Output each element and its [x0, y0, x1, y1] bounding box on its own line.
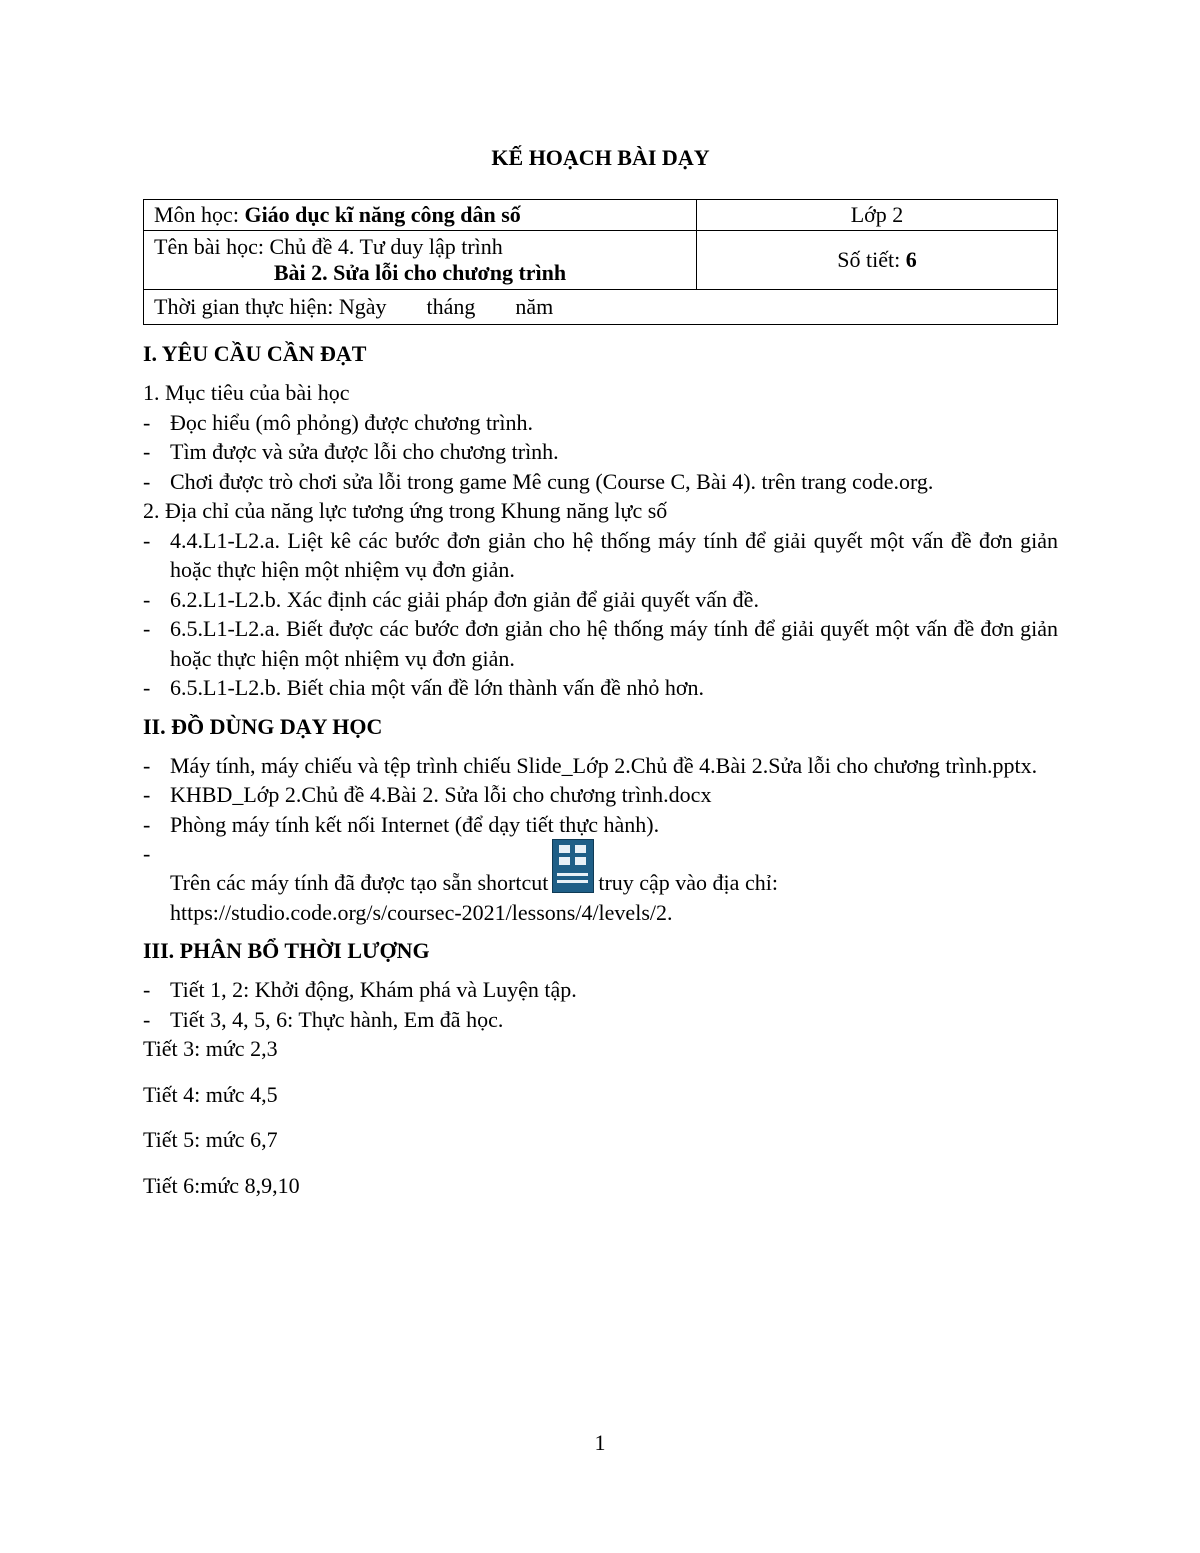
lesson-title: Bài 2. Sửa lỗi cho chương trình	[273, 260, 567, 285]
page-number: 1	[594, 1430, 606, 1455]
section-1-sub2: 2. Địa chỉ của năng lực tương ứng trong Khung năng lực số	[143, 498, 668, 523]
section-2-heading: II. ĐỒ DÙNG DẠY HỌC	[143, 713, 383, 739]
period-line: Tiết 5: mức 6,7	[143, 1127, 278, 1152]
shortcut-text: Trên các máy tính đã được tạo sẵn shortcut	[170, 870, 549, 895]
list-item: - Phòng máy tính kết nối Internet (để dạy tiết thực hành).	[143, 810, 1058, 840]
time-cell	[144, 290, 1058, 325]
time-label: Thời gian thực hiện: Ngày	[154, 294, 387, 319]
list-item: - Tiết 3, 4, 5, 6: Thực hành, Em đã học.	[143, 1005, 1058, 1035]
list-item: - 4.4.L1-L2.a. Liệt kê các bước đơn giản cho hệ thống máy tính để giải quyết một vấn đề đơn giản hoặc thực hiện một nhiệm vụ đơn giản.	[143, 526, 1058, 585]
table-row	[144, 231, 1058, 290]
table-row	[144, 200, 1058, 231]
list-item: - Chơi được trò chơi sửa lỗi trong game Mê cung (Course C, Bài 4). trên trang code.org.	[143, 467, 1058, 497]
time-allocation-list	[143, 975, 1058, 1034]
section-1-heading: I. YÊU CẦU CẦN ĐẠT	[143, 341, 367, 366]
lesson-cell	[144, 231, 697, 290]
grade-value: Lớp 2	[850, 202, 904, 227]
list-item: - Máy tính, máy chiếu và tệp trình chiếu Slide_Lớp 2.Chủ đề 4.Bài 2.Sửa lỗi cho chương trình.pptx.	[143, 751, 1058, 781]
competency-list	[143, 526, 1058, 703]
time-month: tháng	[426, 294, 476, 319]
time-year: năm	[515, 294, 554, 319]
shortcut-url: https://studio.code.org/s/coursec-2021/lessons/4/levels/2.	[170, 899, 673, 925]
period-line: Tiết 6:mức 8,9,10	[143, 1172, 300, 1198]
periods-cell	[697, 231, 1058, 290]
table-row	[144, 290, 1058, 325]
list-item: - Tìm được và sửa được lỗi cho chương trình.	[143, 437, 1058, 467]
code-org-shortcut-icon	[552, 839, 594, 893]
list-item: - 6.2.L1-L2.b. Xác định các giải pháp đơn giản để giải quyết vấn đề.	[143, 585, 1058, 615]
grade-cell	[697, 200, 1058, 231]
list-item: - Tiết 1, 2: Khởi động, Khám phá và Luyện tập.	[143, 975, 1058, 1005]
subject-cell	[144, 200, 697, 231]
shortcut-text-after: truy cập vào địa chỉ:	[598, 870, 778, 895]
document-body	[143, 338, 1058, 1200]
subject-label: Môn học:	[154, 202, 245, 227]
list-item: - Đọc hiểu (mô phỏng) được chương trình.	[143, 408, 1058, 438]
periods-value: 6	[905, 247, 917, 272]
list-item: - 6.5.L1-L2.b. Biết chia một vấn đề lớn thành vấn đề nhỏ hơn.	[143, 673, 1058, 703]
document-title: KẾ HOẠCH BÀI DẠY	[491, 145, 710, 170]
objectives-list	[143, 408, 1058, 497]
materials-list	[143, 751, 1058, 928]
section-3-heading: III. PHÂN BỔ THỜI LƯỢNG	[143, 938, 430, 963]
lesson-label: Tên bài học: Chủ đề 4. Tư duy lập trình	[154, 234, 503, 259]
period-line: Tiết 3: mức 2,3	[143, 1036, 278, 1061]
list-item: - 6.5.L1-L2.a. Biết được các bước đơn giản cho hệ thống máy tính để giải quyết một vấn đề đơn giản hoặc thực hiện một nhiệm vụ đơn giản.	[143, 614, 1058, 673]
section-1-sub1: 1. Mục tiêu của bài học	[143, 380, 350, 405]
list-item	[143, 839, 1058, 927]
period-line: Tiết 4: mức 4,5	[143, 1081, 278, 1107]
periods-label: Số tiết:	[837, 247, 906, 272]
subject-value: Giáo dục kĩ năng công dân số	[244, 202, 521, 227]
lesson-info-table	[143, 199, 1058, 325]
list-item: - KHBD_Lớp 2.Chủ đề 4.Bài 2. Sửa lỗi cho chương trình.docx	[143, 780, 1058, 810]
